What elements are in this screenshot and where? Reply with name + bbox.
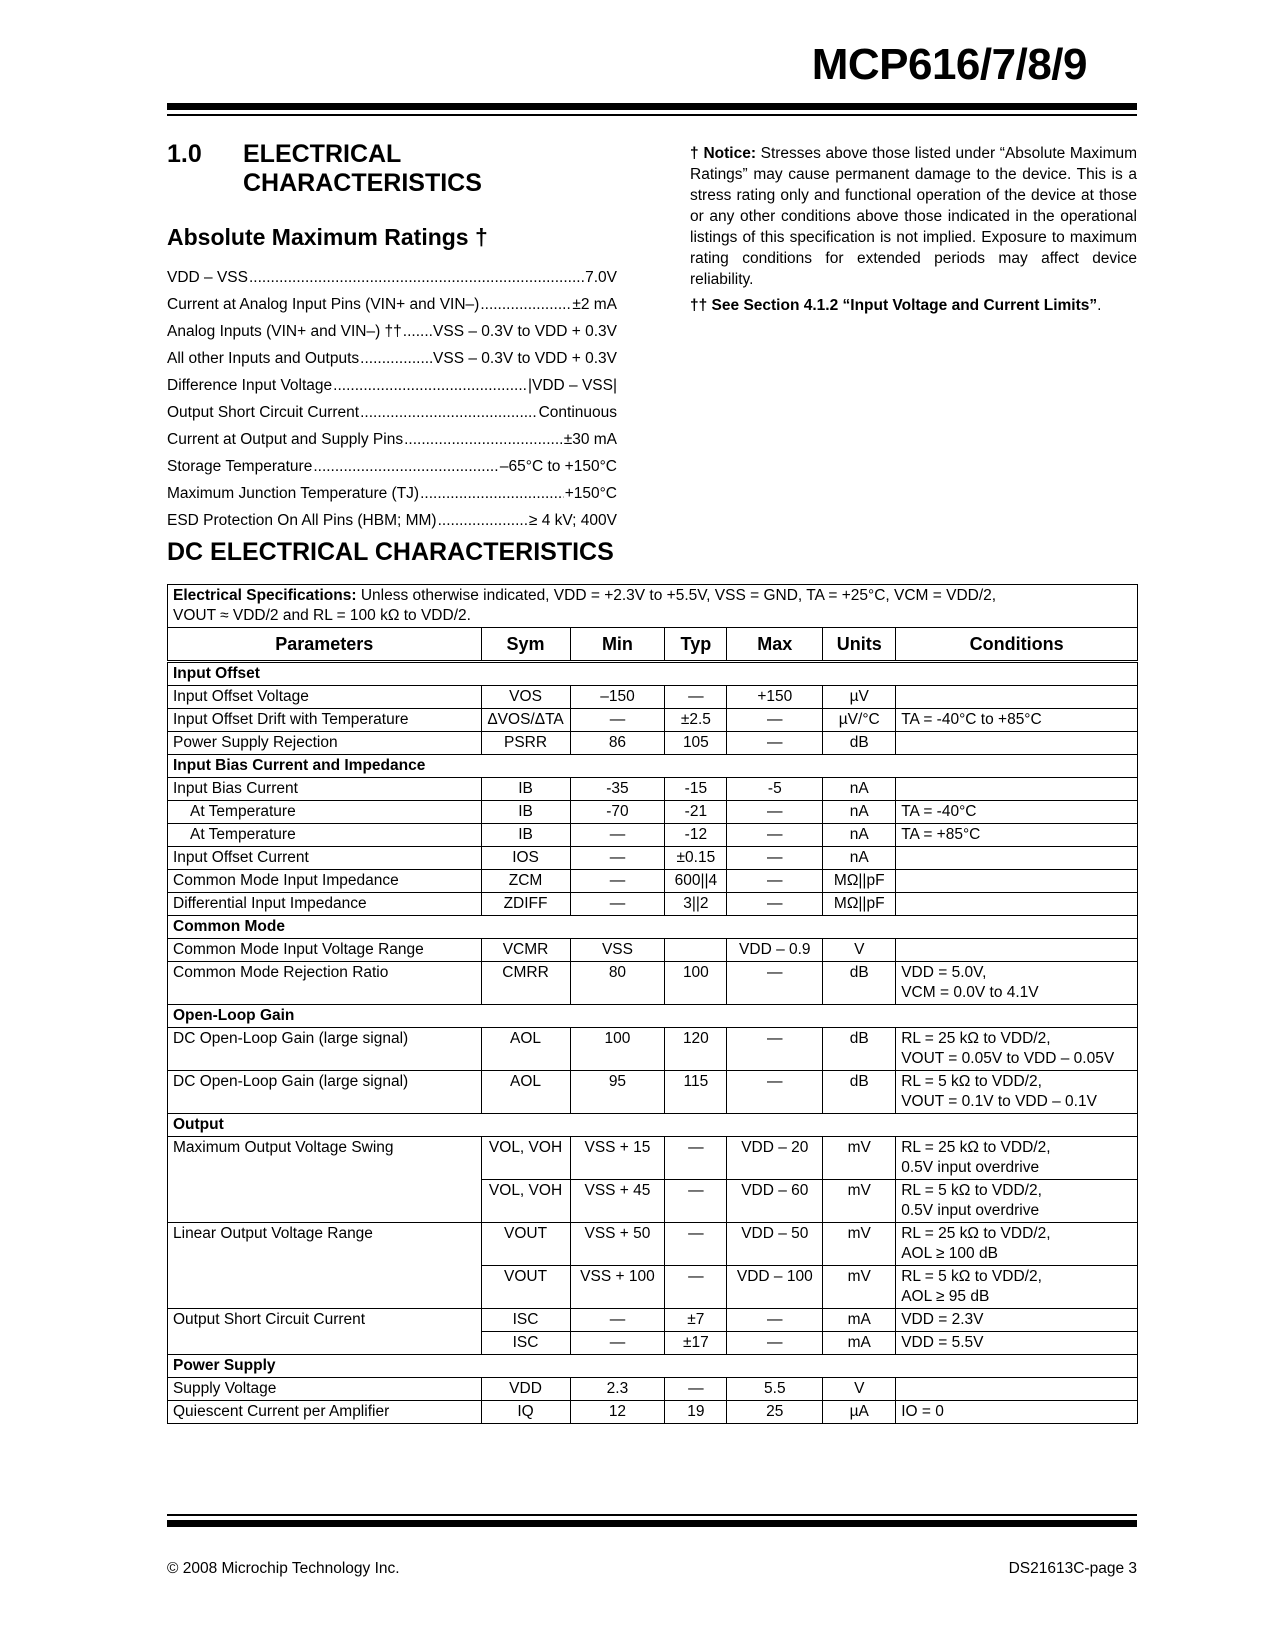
cell-conditions [896, 1401, 1138, 1424]
cell-symbol: IOS [481, 847, 570, 870]
cell-min: VSS + 100 [570, 1266, 665, 1309]
cell-conditions [896, 778, 1138, 801]
rating-label: ESD Protection On All Pins (HBM; MM) [167, 512, 437, 529]
see-end: . [1097, 297, 1102, 314]
leader-dots [420, 480, 564, 507]
cell-units: mV [823, 1180, 896, 1223]
cell-conditions [896, 962, 1138, 1005]
section-row [168, 1355, 1138, 1378]
table-row [168, 1137, 1138, 1180]
spec-caption [168, 585, 1138, 628]
header-rule-thin [167, 114, 1137, 116]
condition-line: RL = 5 kΩ to VDD/2, [901, 1073, 1042, 1090]
notice-paragraph [690, 143, 1137, 290]
section-label: Output [168, 1114, 1138, 1137]
spec-text-1: Unless otherwise indicated, VDD = +2.3V to +5.5V, VSS = GND, TA = +25°C, VCM = VDD/2, [360, 587, 997, 604]
cell-parameter: Linear Output Voltage Range [168, 1223, 482, 1309]
cell-symbol: VOL, VOH [481, 1180, 570, 1223]
cell-units: µA [823, 1401, 896, 1424]
rating-label: Analog Inputs (VIN+ and VIN–) †† [167, 323, 402, 340]
cell-symbol: VCMR [481, 939, 570, 962]
section-row [168, 755, 1138, 778]
leader-dots [480, 291, 571, 318]
condition-line: 0.5V input overdrive [901, 1159, 1040, 1176]
cell-typ: ±17 [665, 1332, 727, 1355]
cell-units: nA [823, 801, 896, 824]
condition-line: VDD = 5.0V, [901, 964, 987, 981]
rating-label: Maximum Junction Temperature (TJ) [167, 485, 420, 502]
leader-dots [404, 426, 563, 453]
rating-item [167, 426, 617, 453]
rating-value: VSS – 0.3V to VDD + 0.3V [433, 350, 617, 367]
cell-typ: — [665, 1378, 727, 1401]
cell-max: VDD – 0.9 [727, 939, 823, 962]
cell-symbol: ZDIFF [481, 893, 570, 916]
condition-line: TA = +85°C [901, 826, 981, 843]
cell-parameter: At Temperature [168, 801, 482, 824]
cell-symbol: VOL, VOH [481, 1137, 570, 1180]
cell-typ: ±7 [665, 1309, 727, 1332]
cell-units: µV [823, 686, 896, 709]
cell-max: — [727, 824, 823, 847]
absolute-max-list [167, 264, 617, 534]
rating-label: All other Inputs and Outputs [167, 350, 360, 367]
section-row [168, 916, 1138, 939]
condition-line: 0.5V input overdrive [901, 1202, 1040, 1219]
table-row [168, 939, 1138, 962]
cell-symbol: AOL [481, 1028, 570, 1071]
section-label: Input Offset [168, 662, 1138, 686]
cell-symbol: ZCM [481, 870, 570, 893]
cell-min: VSS + 50 [570, 1223, 665, 1266]
cell-typ: -21 [665, 801, 727, 824]
rating-item [167, 291, 617, 318]
notice-text: Stresses above those listed under “Absolute Maximum Ratings” may cause permanent damage to the device. This is a stress rating only and functional operation of the device at those or any other conditions above those indicated in the operational listings of this specification is not implied. Exposure to maximum rating conditions for extended periods may affect device reliability. [690, 145, 1138, 288]
cell-symbol: VDD [481, 1378, 570, 1401]
condition-line: RL = 25 kΩ to VDD/2, [901, 1225, 1051, 1242]
cell-symbol: VOUT [481, 1266, 570, 1309]
cell-typ: 115 [665, 1071, 727, 1114]
col-header-sym: Sym [481, 628, 570, 662]
cell-typ: 19 [665, 1401, 727, 1424]
cell-typ: — [665, 1137, 727, 1180]
cell-conditions [896, 1137, 1138, 1180]
cell-parameter: Input Bias Current [168, 778, 482, 801]
rating-value: +150°C [564, 485, 617, 502]
cell-units: mA [823, 1309, 896, 1332]
cell-min: -70 [570, 801, 665, 824]
condition-line: AOL ≥ 95 dB [901, 1288, 990, 1305]
cell-symbol: PSRR [481, 732, 570, 755]
cell-max: VDD – 100 [727, 1266, 823, 1309]
cell-max: — [727, 801, 823, 824]
cell-max: — [727, 1332, 823, 1355]
cell-max: VDD – 50 [727, 1223, 823, 1266]
cell-min: VSS + 15 [570, 1137, 665, 1180]
rating-value: –65°C to +150°C [499, 458, 617, 475]
condition-line: RL = 5 kΩ to VDD/2, [901, 1268, 1042, 1285]
spec-caption-row [168, 585, 1138, 628]
spec-lead: Electrical Specifications: [173, 587, 357, 604]
cell-min: — [570, 824, 665, 847]
table-row [168, 1309, 1138, 1332]
table-row [168, 893, 1138, 916]
cell-parameter: Common Mode Input Impedance [168, 870, 482, 893]
cell-parameter: Common Mode Input Voltage Range [168, 939, 482, 962]
table-row [168, 778, 1138, 801]
cell-units: MΩ||pF [823, 870, 896, 893]
cell-min: 100 [570, 1028, 665, 1071]
cell-min: — [570, 870, 665, 893]
cell-typ: ±0.15 [665, 847, 727, 870]
rating-value: ±2 mA [572, 296, 617, 313]
section-label: Open-Loop Gain [168, 1005, 1138, 1028]
cell-units: µV/°C [823, 709, 896, 732]
table-row [168, 962, 1138, 1005]
rating-label: Current at Output and Supply Pins [167, 431, 404, 448]
cell-symbol: IB [481, 824, 570, 847]
spec-text-2: VOUT ≈ VDD/2 and RL = 100 kΩ to VDD/2. [173, 607, 471, 624]
notice-lead: † Notice: [690, 145, 757, 162]
cell-parameter: Input Offset Voltage [168, 686, 482, 709]
rating-value: ≥ 4 kV; 400V [528, 512, 617, 529]
cell-conditions [896, 1309, 1138, 1332]
col-header-conditions: Conditions [896, 628, 1138, 662]
cell-units: nA [823, 778, 896, 801]
cell-parameter: At Temperature [168, 824, 482, 847]
cell-parameter: Supply Voltage [168, 1378, 482, 1401]
cell-parameter: Differential Input Impedance [168, 893, 482, 916]
cell-parameter: Input Offset Current [168, 847, 482, 870]
cell-max: — [727, 709, 823, 732]
section-number: 1.0 [167, 140, 202, 168]
table-row [168, 709, 1138, 732]
section-label: Power Supply [168, 1355, 1138, 1378]
cell-conditions [896, 870, 1138, 893]
condition-line: VCM = 0.0V to 4.1V [901, 984, 1039, 1001]
leader-dots [360, 345, 432, 372]
section-row [168, 662, 1138, 686]
cell-conditions [896, 801, 1138, 824]
table-row [168, 1401, 1138, 1424]
cell-typ: 105 [665, 732, 727, 755]
section-title-line1: ELECTRICAL [243, 140, 402, 168]
cell-min: VSS [570, 939, 665, 962]
cell-units: mA [823, 1332, 896, 1355]
footer-page-number: DS21613C-page 3 [1008, 1560, 1137, 1577]
header-row [168, 628, 1138, 662]
cell-min: 95 [570, 1071, 665, 1114]
cell-symbol: ISC [481, 1309, 570, 1332]
see-also-note [690, 297, 1101, 315]
rating-item [167, 480, 617, 507]
cell-units: mV [823, 1223, 896, 1266]
cell-symbol: IB [481, 778, 570, 801]
cell-max: 5.5 [727, 1378, 823, 1401]
leader-dots [360, 399, 537, 426]
table-row [168, 801, 1138, 824]
table-row [168, 686, 1138, 709]
cell-symbol: VOUT [481, 1223, 570, 1266]
cell-min: 12 [570, 1401, 665, 1424]
table-row [168, 732, 1138, 755]
cell-conditions [896, 686, 1138, 709]
section-row [168, 1005, 1138, 1028]
col-header-typ: Typ [665, 628, 727, 662]
cell-conditions [896, 1223, 1138, 1266]
cell-parameter: Output Short Circuit Current [168, 1309, 482, 1355]
cell-symbol: IB [481, 801, 570, 824]
table-row [168, 1378, 1138, 1401]
condition-line: RL = 5 kΩ to VDD/2, [901, 1182, 1042, 1199]
cell-typ: 3||2 [665, 893, 727, 916]
rating-item [167, 453, 617, 480]
absolute-max-heading: Absolute Maximum Ratings † [167, 224, 488, 250]
cell-min: 2.3 [570, 1378, 665, 1401]
cell-conditions [896, 893, 1138, 916]
rating-item [167, 372, 617, 399]
see-lead: †† See [690, 297, 744, 314]
cell-typ: 100 [665, 962, 727, 1005]
rating-label: Output Short Circuit Current [167, 404, 360, 421]
cell-units: MΩ||pF [823, 893, 896, 916]
see-reference: Section 4.1.2 “Input Voltage and Current Limits” [743, 297, 1098, 314]
rating-value: VSS – 0.3V to VDD + 0.3V [433, 323, 617, 340]
cell-conditions [896, 1071, 1138, 1114]
dc-heading: DC ELECTRICAL CHARACTERISTICS [167, 538, 614, 566]
cell-units: mV [823, 1137, 896, 1180]
leader-dots [249, 264, 584, 291]
cell-min: — [570, 1309, 665, 1332]
cell-units: mV [823, 1266, 896, 1309]
cell-max: — [727, 893, 823, 916]
cell-conditions [896, 1180, 1138, 1223]
cell-units: nA [823, 824, 896, 847]
leader-dots [313, 453, 499, 480]
rating-value: ±30 mA [563, 431, 617, 448]
rating-item [167, 399, 617, 426]
cell-conditions [896, 1378, 1138, 1401]
cell-typ: — [665, 686, 727, 709]
cell-typ: -12 [665, 824, 727, 847]
section-label: Input Bias Current and Impedance [168, 755, 1138, 778]
col-header-units: Units [823, 628, 896, 662]
cell-parameter: Maximum Output Voltage Swing [168, 1137, 482, 1223]
cell-conditions [896, 939, 1138, 962]
table-row [168, 847, 1138, 870]
cell-typ: 120 [665, 1028, 727, 1071]
cell-max: — [727, 870, 823, 893]
section-title [243, 140, 482, 198]
cell-typ: — [665, 1180, 727, 1223]
rating-value: 7.0V [585, 269, 617, 286]
cell-min: VSS + 45 [570, 1180, 665, 1223]
condition-line: RL = 25 kΩ to VDD/2, [901, 1030, 1051, 1047]
table-row [168, 1071, 1138, 1114]
header-rule-thick [167, 103, 1137, 110]
cell-parameter: Power Supply Rejection [168, 732, 482, 755]
table-row [168, 1223, 1138, 1266]
cell-conditions [896, 1028, 1138, 1071]
condition-line: VDD = 5.5V [901, 1334, 984, 1351]
rating-item [167, 264, 617, 291]
cell-units: dB [823, 1028, 896, 1071]
cell-conditions [896, 732, 1138, 755]
cell-min: — [570, 1332, 665, 1355]
cell-units: V [823, 939, 896, 962]
condition-line: RL = 25 kΩ to VDD/2, [901, 1139, 1051, 1156]
cell-parameter: DC Open-Loop Gain (large signal) [168, 1071, 482, 1114]
cell-units: dB [823, 1071, 896, 1114]
condition-line: VOUT = 0.1V to VDD – 0.1V [901, 1093, 1097, 1110]
col-header-parameters: Parameters [168, 628, 482, 662]
rating-item [167, 507, 617, 534]
rating-label: Storage Temperature [167, 458, 313, 475]
cell-typ: -15 [665, 778, 727, 801]
rating-value: |VDD – VSS| [527, 377, 617, 394]
cell-min: –150 [570, 686, 665, 709]
cell-min: 86 [570, 732, 665, 755]
cell-symbol: VOS [481, 686, 570, 709]
cell-min: — [570, 709, 665, 732]
cell-units: dB [823, 962, 896, 1005]
col-header-max: Max [727, 628, 823, 662]
cell-min: — [570, 847, 665, 870]
cell-max: — [727, 1071, 823, 1114]
cell-max: +150 [727, 686, 823, 709]
cell-conditions [896, 709, 1138, 732]
cell-typ: — [665, 1266, 727, 1309]
condition-line: AOL ≥ 100 dB [901, 1245, 998, 1262]
rating-label: Difference Input Voltage [167, 377, 333, 394]
cell-symbol: AOL [481, 1071, 570, 1114]
condition-line: VDD = 2.3V [901, 1311, 984, 1328]
leader-dots [438, 507, 528, 534]
section-title-line2: CHARACTERISTICS [243, 169, 482, 197]
cell-min: — [570, 893, 665, 916]
cell-min: -35 [570, 778, 665, 801]
cell-parameter: Input Offset Drift with Temperature [168, 709, 482, 732]
cell-symbol: ISC [481, 1332, 570, 1355]
document-title: MCP616/7/8/9 [811, 40, 1087, 89]
footer-copyright: © 2008 Microchip Technology Inc. [167, 1560, 400, 1577]
cell-typ: ±2.5 [665, 709, 727, 732]
rating-item [167, 345, 617, 372]
cell-min: 80 [570, 962, 665, 1005]
section-row [168, 1114, 1138, 1137]
cell-parameter: DC Open-Loop Gain (large signal) [168, 1028, 482, 1071]
cell-max: — [727, 847, 823, 870]
condition-line: TA = -40°C [901, 803, 977, 820]
leader-dots [403, 318, 432, 345]
cell-max: 25 [727, 1401, 823, 1424]
leader-dots [333, 372, 527, 399]
cell-symbol: CMRR [481, 962, 570, 1005]
cell-symbol: IQ [481, 1401, 570, 1424]
cell-max: VDD – 60 [727, 1180, 823, 1223]
cell-max: -5 [727, 778, 823, 801]
cell-max: — [727, 962, 823, 1005]
dc-characteristics-table [167, 584, 1138, 1424]
table-row [168, 824, 1138, 847]
cell-units: V [823, 1378, 896, 1401]
rating-value: Continuous [538, 404, 617, 421]
cell-max: — [727, 1309, 823, 1332]
cell-units: nA [823, 847, 896, 870]
cell-conditions [896, 1266, 1138, 1309]
cell-max: — [727, 732, 823, 755]
footer-rule-thick [167, 1520, 1137, 1527]
cell-symbol: ΔVOS/ΔTA [481, 709, 570, 732]
cell-parameter: Common Mode Rejection Ratio [168, 962, 482, 1005]
col-header-min: Min [570, 628, 665, 662]
cell-max: — [727, 1028, 823, 1071]
footer-rule-thin [167, 1514, 1137, 1516]
condition-line: VOUT = 0.05V to VDD – 0.05V [901, 1050, 1115, 1067]
cell-parameter: Quiescent Current per Amplifier [168, 1401, 482, 1424]
rating-label: Current at Analog Input Pins (VIN+ and VIN–) [167, 296, 480, 313]
section-label: Common Mode [168, 916, 1138, 939]
cell-conditions [896, 824, 1138, 847]
table-row [168, 1028, 1138, 1071]
cell-typ [665, 939, 727, 962]
cell-typ: 600||4 [665, 870, 727, 893]
table-row [168, 870, 1138, 893]
cell-max: VDD – 20 [727, 1137, 823, 1180]
cell-units: dB [823, 732, 896, 755]
condition-line: IO = 0 [901, 1403, 944, 1420]
cell-conditions [896, 847, 1138, 870]
rating-item [167, 318, 617, 345]
cell-typ: — [665, 1223, 727, 1266]
cell-conditions [896, 1332, 1138, 1355]
condition-line: TA = -40°C to +85°C [901, 711, 1042, 728]
rating-label: VDD – VSS [167, 269, 248, 286]
